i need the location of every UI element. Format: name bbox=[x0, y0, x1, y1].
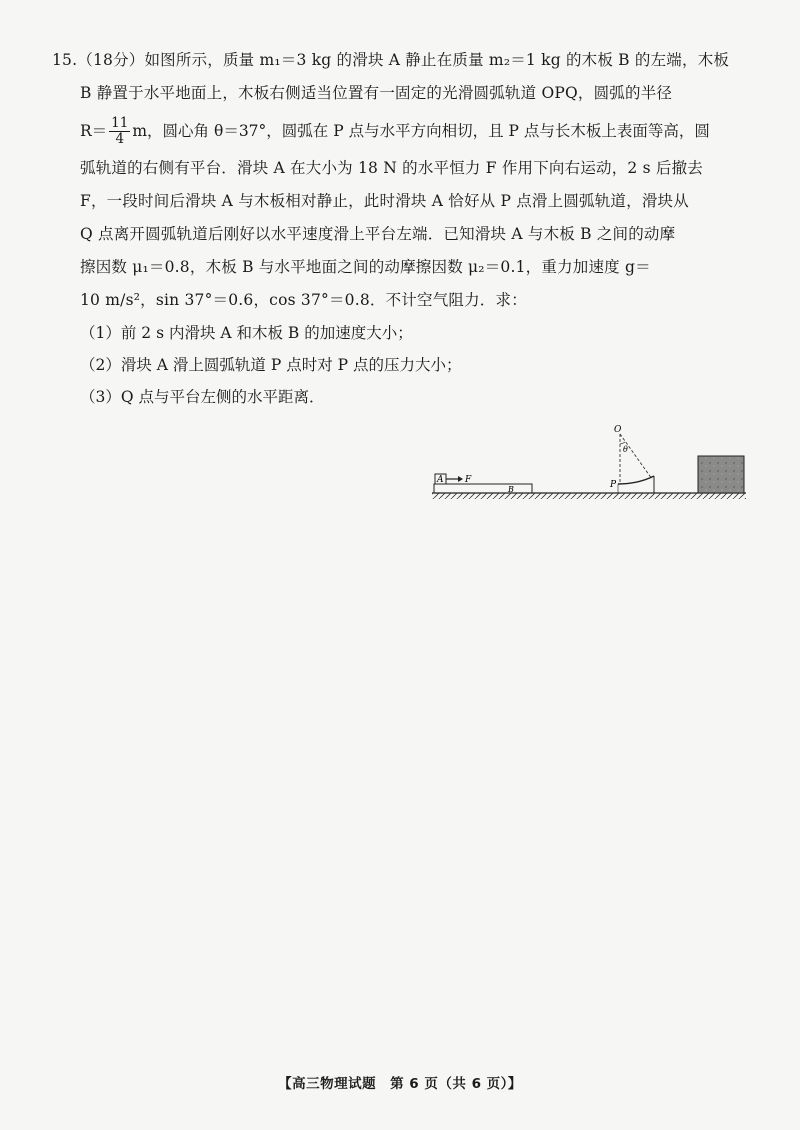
question-1: （1）前 2 s 内滑块 A 和木板 B 的加速度大小； bbox=[80, 324, 413, 342]
label-A: A bbox=[437, 475, 444, 485]
label-P: P bbox=[610, 480, 617, 490]
platform bbox=[698, 456, 744, 493]
problem-15 bbox=[52, 44, 752, 413]
problem-line-6: 擦因数 μ₁＝0.8，木板 B 与水平地面之间的动摩擦因数 μ₂＝0.1，重力加速度 g＝ bbox=[80, 258, 651, 276]
label-B: B bbox=[508, 485, 514, 494]
radius-fraction bbox=[109, 116, 130, 147]
page-footer: 【高三物理试题 第 6 页（共 6 页）】 bbox=[278, 1076, 522, 1092]
arc-track bbox=[609, 425, 654, 493]
block-A bbox=[435, 474, 446, 485]
question-2: （2）滑块 A 滑上圆弧轨道 P 点时对 P 点的压力大小； bbox=[80, 356, 462, 374]
radius-denominator: 4 bbox=[115, 130, 125, 147]
problem-line-3: 弧轨道的右侧有平台．滑块 A 在大小为 18 N 的水平恒力 F 作用下向右运动，2 s 后撤去 bbox=[80, 159, 703, 177]
radius-suffix: m，圆心角 θ＝37°，圆弧在 P 点与水平方向相切，且 P 点与长木板上表面等高，圆 bbox=[132, 122, 710, 140]
physics-figure bbox=[428, 420, 752, 512]
label-O: O bbox=[614, 425, 622, 435]
problem-line-radius bbox=[52, 110, 752, 152]
board-B bbox=[434, 484, 532, 494]
problem-line-4: F，一段时间后滑块 A 与木板相对静止，此时滑块 A 恰好从 P 点滑上圆弧轨道，滑块从 bbox=[80, 192, 689, 210]
label-F: F bbox=[465, 475, 472, 485]
radius-numerator: 11 bbox=[111, 114, 129, 131]
problem-line-7: 10 m/s²，sin 37°＝0.6，cos 37°＝0.8．不计空气阻力．求： bbox=[80, 291, 527, 309]
radius-prefix: R＝ bbox=[80, 122, 108, 140]
question-3: （3）Q 点与平台左侧的水平距离． bbox=[80, 388, 325, 406]
problem-line-5: Q 点离开圆弧轨道后刚好以水平速度滑上平台左端．已知滑块 A 与木板 B 之间的动摩 bbox=[80, 225, 676, 243]
ground bbox=[432, 493, 746, 499]
label-theta: θ bbox=[623, 445, 628, 454]
problem-line-1: 15.（18分）如图所示，质量 m₁＝3 kg 的滑块 A 静止在质量 m₂＝1 kg 的木板 B 的左端，木板 bbox=[52, 51, 730, 69]
problem-line-2: B 静置于水平地面上，木板右侧适当位置有一固定的光滑圆弧轨道 OPQ，圆弧的半径 bbox=[80, 84, 673, 102]
